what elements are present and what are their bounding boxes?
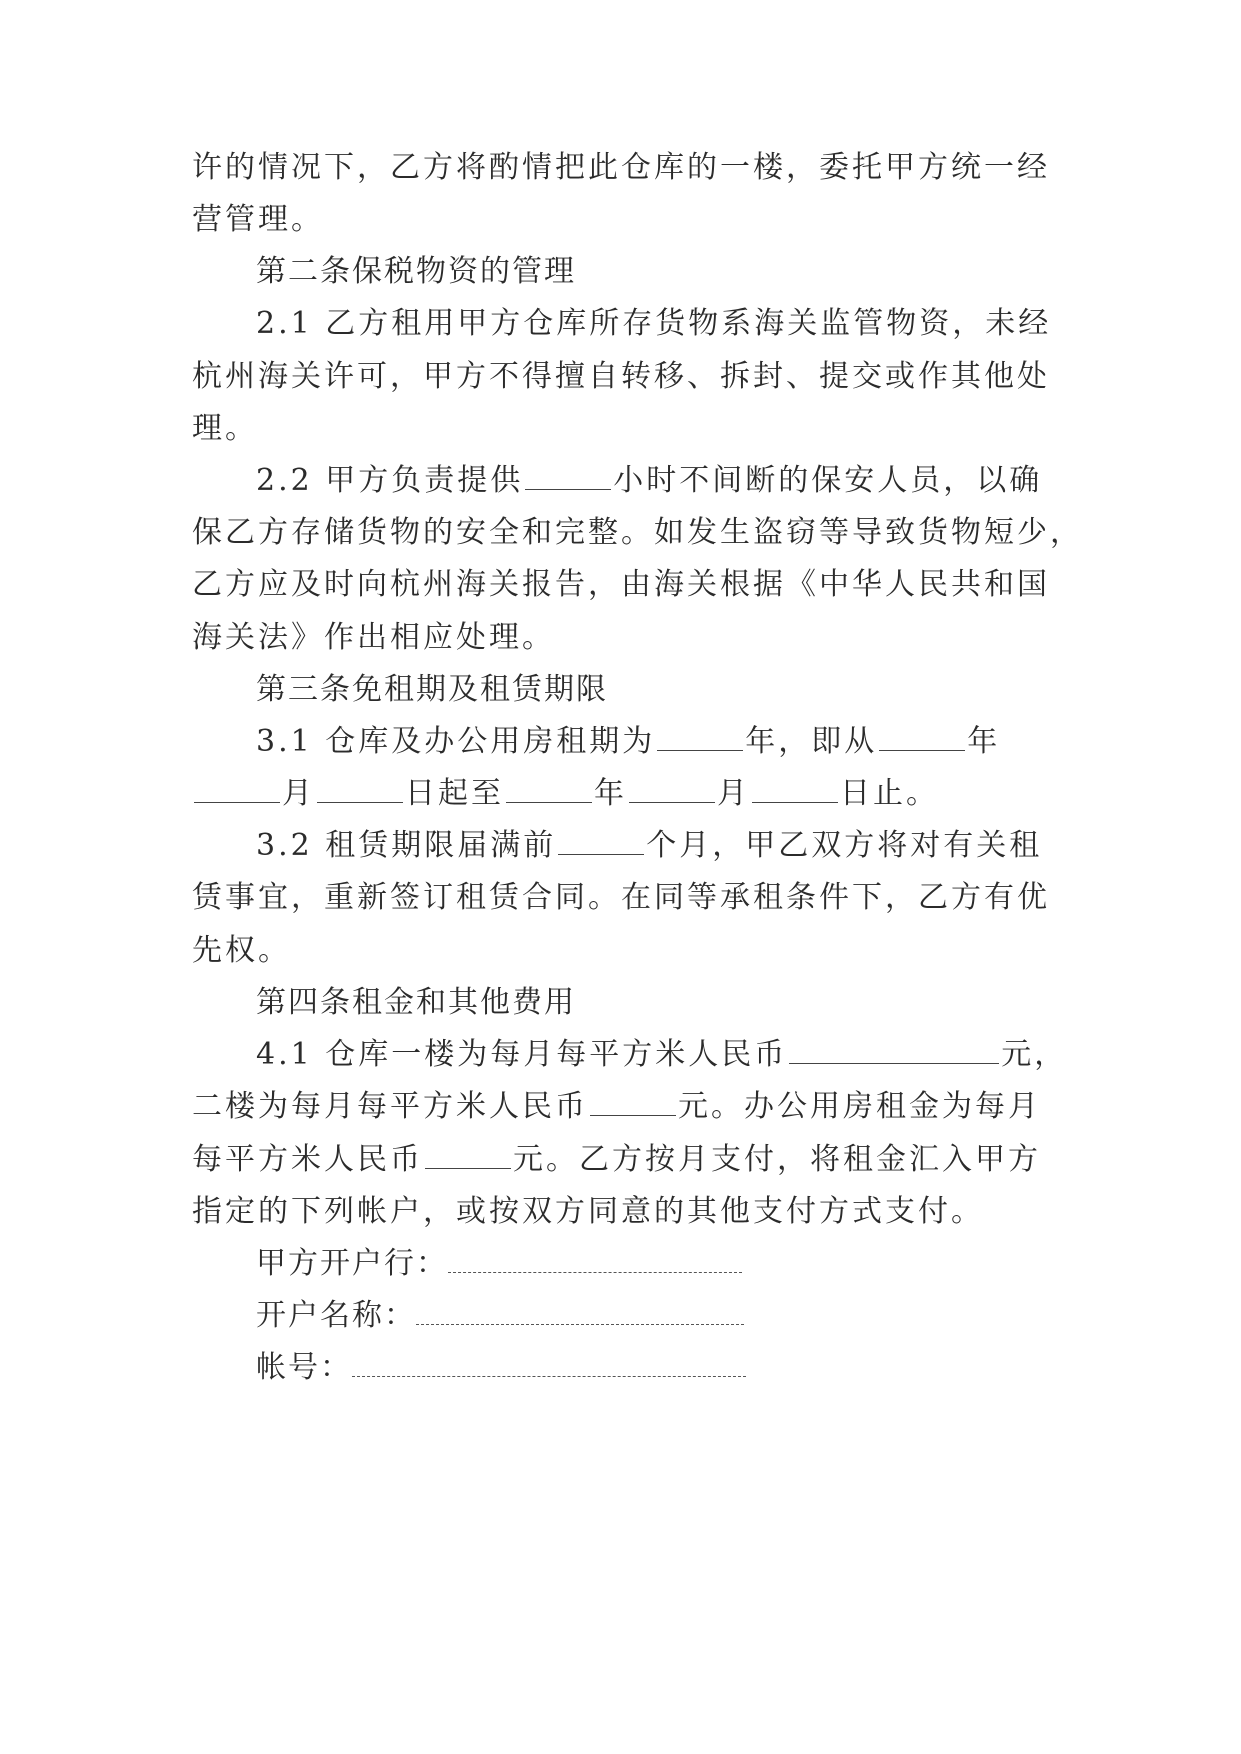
text-line: 海关法》作出相应处理。 bbox=[192, 620, 555, 655]
text-segment: 月 bbox=[717, 776, 750, 811]
section-heading-4: 第四条租金和其他费用 bbox=[256, 985, 576, 1020]
text-segment: 个月，甲乙双方将对有关租 bbox=[646, 828, 1043, 863]
text-segment: 年 bbox=[594, 776, 627, 811]
text-line: 营管理。 bbox=[192, 202, 324, 237]
text-line bbox=[192, 1140, 1041, 1180]
text-line: 乙方应及时向杭州海关报告，由海关根据《中华人民共和国 bbox=[192, 567, 1050, 602]
blank-field bbox=[752, 774, 838, 803]
text-line: 赁事宜，重新签订租赁合同。在同等承租条件下，乙方有优 bbox=[192, 880, 1050, 915]
account-name-blank bbox=[416, 1298, 744, 1325]
blank-field bbox=[194, 774, 280, 803]
text-segment: 3.1 仓库及办公用房租期为 bbox=[256, 724, 656, 759]
text-segment: 小时不间断的保安人员，以确 bbox=[613, 463, 1043, 498]
text-line: 2.1 乙方租用甲方仓库所存货物系海关监管物资，未经 bbox=[256, 306, 1052, 341]
text-line bbox=[256, 826, 1042, 866]
blank-field bbox=[879, 722, 965, 751]
text-segment: 4.1 仓库一楼为每月每平方米人民币 bbox=[256, 1037, 788, 1072]
text-segment: 每平方米人民币 bbox=[192, 1142, 423, 1177]
text-segment: 元。乙方按月支付，将租金汇入甲方 bbox=[513, 1142, 1041, 1177]
text-segment: 3.2 租赁期限届满前 bbox=[256, 828, 557, 863]
blank-field bbox=[425, 1140, 511, 1169]
text-segment: 年，即从 bbox=[745, 724, 878, 759]
field-label: 帐号： bbox=[256, 1350, 352, 1385]
text-line bbox=[256, 1035, 1067, 1075]
blank-field bbox=[558, 826, 644, 855]
text-line bbox=[192, 1087, 1041, 1127]
blank-field bbox=[317, 774, 403, 803]
blank-field bbox=[525, 461, 611, 490]
account-number-blank bbox=[352, 1350, 746, 1377]
text-segment: 元， bbox=[1001, 1037, 1068, 1072]
field-label: 甲方开户行： bbox=[256, 1246, 448, 1281]
account-name-row bbox=[256, 1296, 744, 1336]
text-segment: 月 bbox=[282, 776, 315, 811]
blank-field bbox=[506, 774, 592, 803]
bank-name-blank bbox=[448, 1246, 742, 1273]
text-line: 许的情况下，乙方将酌情把此仓库的一楼，委托甲方统一经 bbox=[192, 150, 1050, 185]
text-segment: 年 bbox=[967, 724, 1001, 759]
blank-field bbox=[629, 774, 715, 803]
bank-field-row bbox=[256, 1244, 742, 1284]
text-segment: 日止。 bbox=[840, 776, 939, 811]
text-line: 先权。 bbox=[192, 933, 291, 968]
text-segment: 2.2 甲方负责提供 bbox=[256, 463, 524, 498]
account-number-row bbox=[256, 1348, 746, 1388]
text-line: 指定的下列帐户，或按双方同意的其他支付方式支付。 bbox=[192, 1194, 984, 1229]
section-heading-2: 第二条保税物资的管理 bbox=[256, 254, 576, 289]
field-label: 开户名称： bbox=[256, 1298, 416, 1333]
text-segment: 二楼为每月每平方米人民币 bbox=[192, 1089, 588, 1124]
text-line: 理。 bbox=[192, 411, 258, 446]
blank-field bbox=[590, 1087, 676, 1116]
text-segment: 日起至 bbox=[405, 776, 504, 811]
text-line: 杭州海关许可，甲方不得擅自转移、拆封、提交或作其他处 bbox=[192, 359, 1050, 394]
text-line bbox=[192, 774, 939, 814]
text-segment: 元。办公用房租金为每月 bbox=[678, 1089, 1041, 1124]
blank-field bbox=[789, 1035, 999, 1064]
text-line bbox=[256, 722, 1000, 762]
text-line bbox=[256, 461, 1042, 501]
blank-field bbox=[657, 722, 743, 751]
section-heading-3: 第三条免租期及租赁期限 bbox=[256, 672, 608, 707]
text-line: 保乙方存储货物的安全和完整。如发生盗窃等导致货物短少， bbox=[192, 515, 1083, 550]
